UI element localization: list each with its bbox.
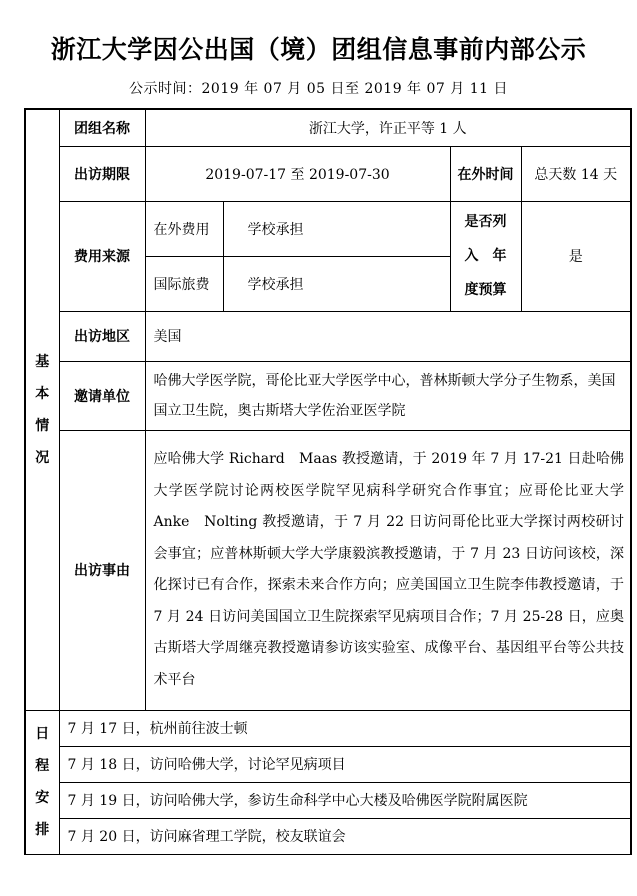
- page-title: 浙江大学因公出国（境）团组信息事前内部公示: [50, 35, 587, 64]
- schedule-row: [25, 710, 631, 746]
- schedule-item: 7 月 19 日，访问哈佛大学，参访生命科学中心大楼及哈佛医学院附属医院: [59, 782, 631, 818]
- reason-label: 出访事由: [59, 430, 145, 710]
- funding-label: 费用来源: [59, 201, 145, 311]
- row-period: [25, 146, 631, 201]
- region-label: 出访地区: [59, 311, 145, 361]
- info-table: [24, 108, 632, 855]
- reason-value: 应哈佛大学 Richard Maas 教授邀请，于 2019 年 7 月 17-21 日赴哈佛大学医学院讨论两校医学院罕见病科学研究合作事宜；应哥伦比亚大学 Anke Nolting 教授邀请，于 7 月 22 日访问哥伦比亚大学探讨两校研讨会事宜；应普林斯顿大学大学康毅滨教授邀请，于 7 月 23 日访问该校，深化探讨已有合作，探索未来合作方向；应美国国立卫生院李伟教授邀请，于 7 月 24 日访问美国国立卫生院探索罕见病项目合作；7 月 25-28 日，应奥古斯塔大学周继亮教授邀请参访该实验室、成像平台、基因组平台等公共技术平台: [145, 430, 631, 710]
- abroad-time-label: 在外时间: [450, 146, 521, 201]
- funding-abroad-value: 学校承担: [223, 201, 450, 256]
- row-funding-abroad: [25, 201, 631, 256]
- period-value: 2019-07-17 至 2019-07-30: [145, 146, 450, 201]
- schedule-item: 7 月 17 日，杭州前往波士顿: [59, 710, 631, 746]
- row-group-name: [25, 109, 631, 146]
- row-invite: [25, 361, 631, 430]
- section-basic-info: 基 本 情 况: [25, 109, 59, 710]
- invite-value: 哈佛大学医学院，哥伦比亚大学医学中心，普林斯顿大学分子生物系，美国国立卫生院，奥古斯塔大学佐治亚医学院: [145, 361, 631, 430]
- abroad-time-value: 总天数 14 天: [521, 146, 631, 201]
- schedule-row: [25, 782, 631, 818]
- invite-label: 邀请单位: [59, 361, 145, 430]
- budget-value: 是: [521, 201, 631, 311]
- group-name-value: 浙江大学，许正平等 1 人: [145, 109, 631, 146]
- schedule-row: [25, 818, 631, 854]
- funding-travel-label: 国际旅费: [145, 256, 223, 311]
- group-name-label: 团组名称: [59, 109, 145, 146]
- section-schedule: 日 程 安 排: [25, 710, 59, 854]
- schedule-row: [25, 746, 631, 782]
- budget-label: 是否列 入 年 度预算: [450, 201, 521, 311]
- row-reason: [25, 430, 631, 710]
- period-label: 出访期限: [59, 146, 145, 201]
- row-region: [25, 311, 631, 361]
- notice-period: 公示时间：2019 年 07 月 05 日至 2019 年 07 月 11 日: [129, 81, 508, 97]
- schedule-item: 7 月 20 日，访问麻省理工学院，校友联谊会: [59, 818, 631, 854]
- funding-travel-value: 学校承担: [223, 256, 450, 311]
- region-value: 美国: [145, 311, 631, 361]
- funding-abroad-label: 在外费用: [145, 201, 223, 256]
- schedule-item: 7 月 18 日，访问哈佛大学，讨论罕见病项目: [59, 746, 631, 782]
